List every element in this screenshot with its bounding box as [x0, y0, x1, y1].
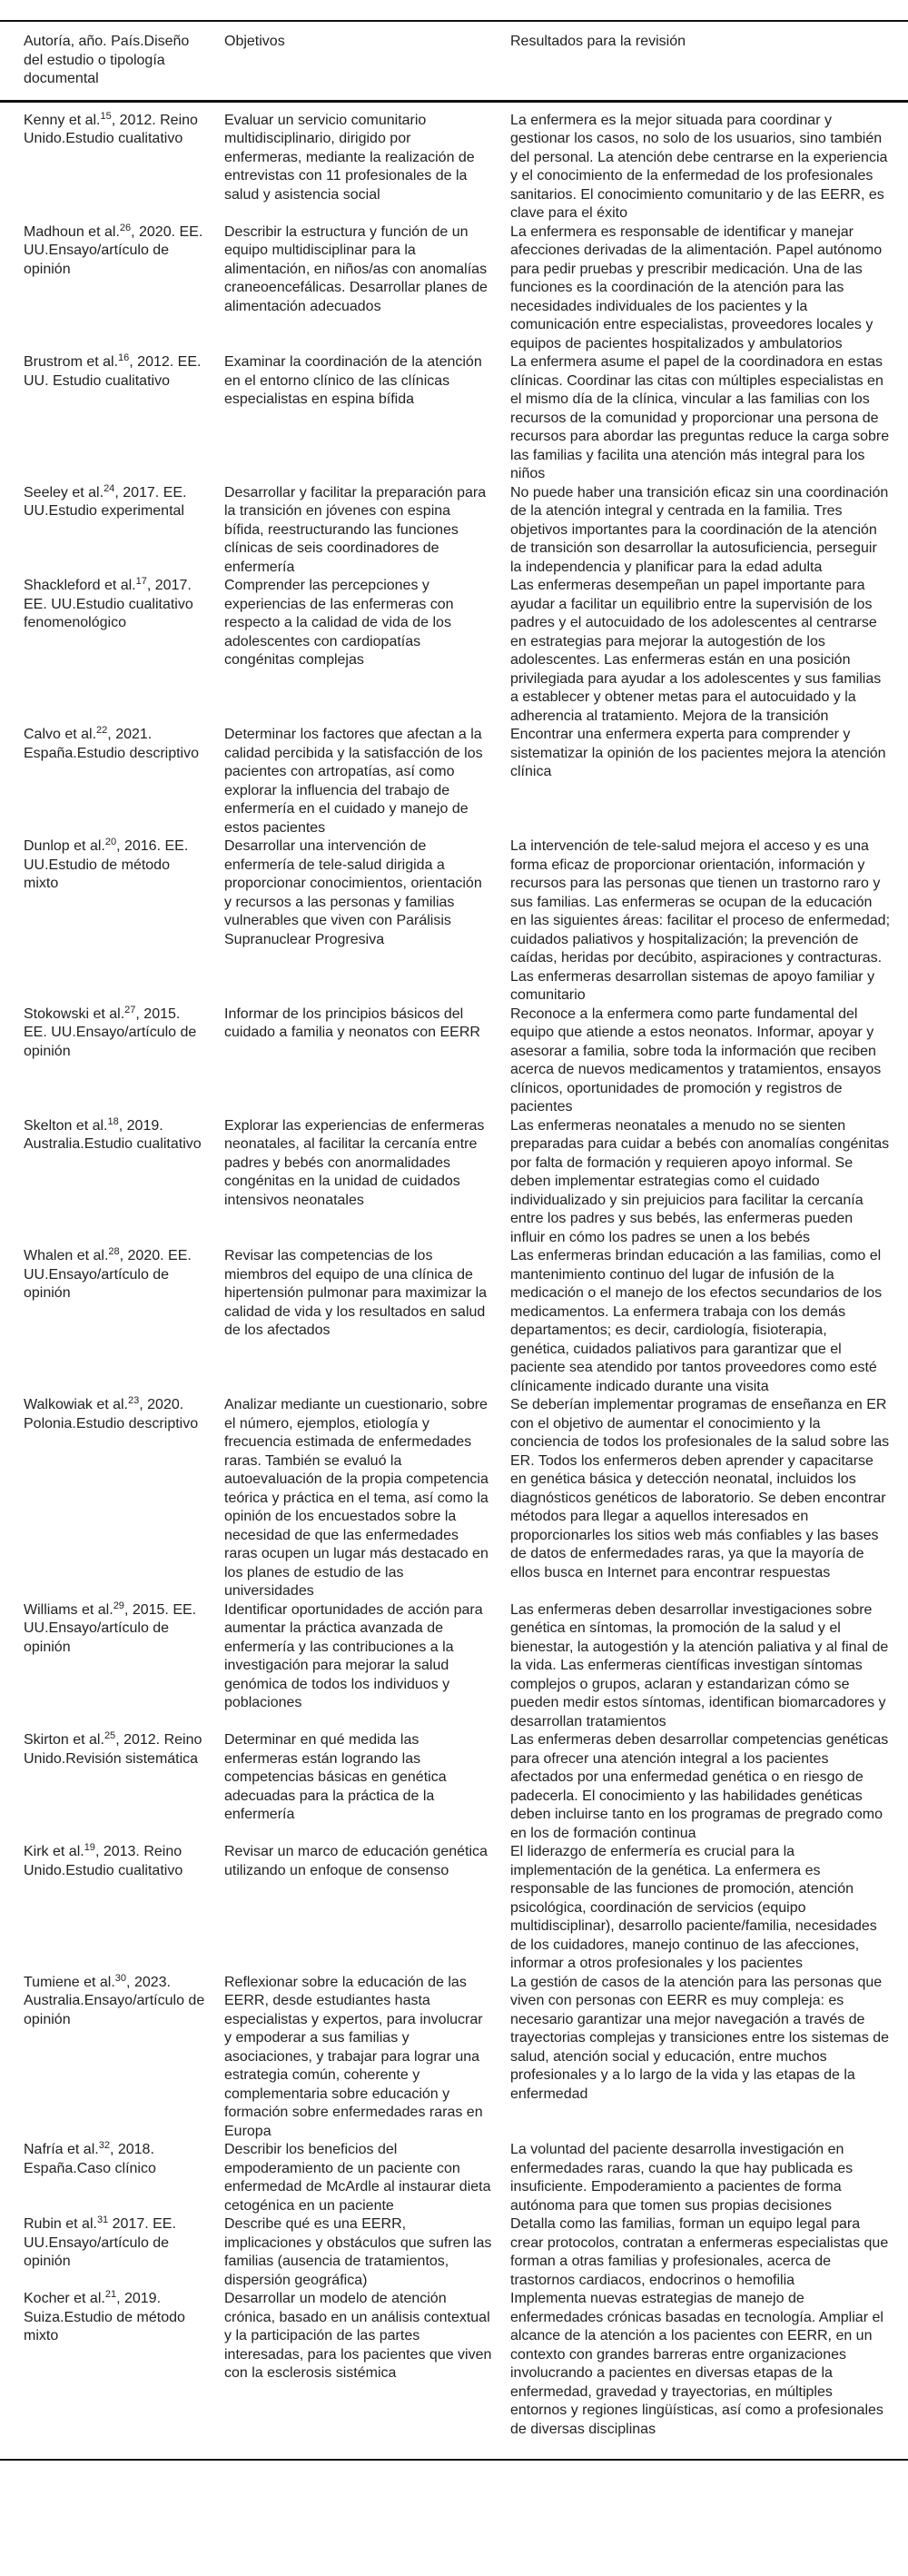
table-row	[0, 484, 908, 578]
author-citation	[24, 2215, 205, 2272]
study-details: , 2017. EE. UU.Estudio experimental	[24, 484, 187, 519]
studies-table	[0, 20, 908, 2461]
author-cell	[0, 1731, 224, 1843]
study-details: , 2015. EE. UU.Ensayo/artículo de opinión	[24, 1601, 197, 1655]
result-cell	[510, 353, 908, 484]
study-details: , 2017. EE. UU.Estudio cualitativo fenomenológico	[24, 578, 193, 630]
result-cell	[510, 577, 908, 726]
objective-cell	[224, 1117, 510, 1248]
author-citation	[24, 223, 205, 280]
author-name: Williams et al.	[24, 1601, 114, 1618]
result-text: La intervención de tele-salud mejora el acceso y es una forma eficaz de proporcionar orientación, información y recursos para las personas que tienen un trastorno raro y sus familias. Las enfermeras se ocupan de la educación en las siguientes áreas: facilitar el proceso de enfermedad; cuidados paliativos y hospitalización; la prevención de caídas, heridas por decúbito, aspiraciones y contracturas. Las enfermeras desarrollan sistemas de apoyo familiar y comunitario	[510, 838, 891, 1003]
table-row	[0, 1843, 908, 1974]
author-name: Walkowiak et al.	[24, 1397, 128, 1412]
objective-text: Reflexionar sobre la educación de las EERR, desde estudiantes hasta especialistas y expertos, para involucrar y empoderar a sus familias y asociaciones, y trabajar para lograr una estrategia común, coherente y complementaria sobre educación y formación sobre enfermedades raras en Europa	[224, 1974, 483, 2139]
author-cell	[0, 1601, 224, 1732]
result-cell	[510, 484, 908, 578]
study-details: , 2012. Reino Unido.Revisión sistemática	[24, 1732, 202, 1767]
author-cell	[0, 1247, 224, 1396]
author-name: Whalen et al.	[24, 1248, 109, 1263]
author-cell	[0, 2290, 224, 2460]
study-details: , 2013. Reino Unido.Estudio cualitativo	[24, 1844, 183, 1878]
table-row	[0, 2141, 908, 2215]
table-row	[0, 353, 908, 484]
result-cell	[510, 1117, 908, 1248]
objective-cell	[224, 353, 510, 484]
reference-number: 29	[113, 1600, 124, 1611]
author-citation	[24, 577, 205, 633]
table-row	[0, 101, 908, 223]
study-details: , 2019. Suiza.Estudio de método mixto	[24, 2291, 185, 2343]
author-name: Kocher et al.	[24, 2291, 105, 2306]
header-objectives-cell	[224, 21, 510, 101]
author-name: Skelton et al.	[24, 1117, 108, 1134]
author-cell	[0, 353, 224, 484]
objective-cell	[224, 2215, 510, 2290]
header-objectives: Objetivos	[224, 34, 285, 49]
result-text: El liderazgo de enfermería es crucial para la implementación de la genética. La enfermera es responsable de las funciones de promoción, atención psicológica, coordinación de servicios (equipo multidisciplinar), desarrollo paciente/familia, necesidades de los cuidadores, manejo continuo de las afecciones, informar a otros profesionales y los pacientes	[510, 1844, 877, 1971]
author-citation	[24, 112, 205, 149]
result-text: Se deberían implementar programas de enseñanza en ER con el objetivo de aumentar el conocimiento y la conciencia de todos los profesionales de la salud sobre las ER. Todos los enfermeros deben aprender y capacitarse en genética básica y detección neonatal, incluidos los diagnósticos genéticos de laboratorio. Se deben encontrar métodos para llegar a aquellos interesados en proporcionarles los sitios web más confiables y las bases de datos de enfermedades raras, ya que la mayoría de ellos busca en Internet para encontrar respuestas	[510, 1397, 890, 1580]
author-citation	[24, 1247, 205, 1303]
author-citation	[24, 1396, 205, 1433]
table-row	[0, 1601, 908, 1732]
reference-number: 22	[96, 725, 108, 736]
objective-text: Explorar las experiencias de enfermeras neonatales, al facilitar la cercanía entre padres y bebés con anormalidades congénitas en la unidad de cuidados intensivos neonatales	[224, 1117, 485, 1208]
author-cell	[0, 726, 224, 837]
author-name: Kirk et al.	[24, 1844, 84, 1859]
result-cell	[510, 223, 908, 354]
reference-number: 17	[135, 576, 147, 587]
objective-cell	[224, 2290, 510, 2460]
author-name: Nafría et al.	[24, 2142, 99, 2157]
author-cell	[0, 1117, 224, 1248]
objective-cell	[224, 101, 510, 223]
study-details: , 2021. España.Estudio descriptivo	[24, 727, 199, 761]
reference-number: 30	[114, 1972, 127, 1984]
author-name: Brustrom et al.	[24, 354, 119, 370]
result-text: La voluntad del paciente desarrolla investigación en enfermedades raras, cuando la que hay publicada es insuficiente. Empoderamiento a pacientes de forma autónoma para que tomen sus propias decisiones	[510, 2142, 854, 2214]
study-details: , 2012. EE. UU. Estudio cualitativo	[24, 354, 202, 389]
author-name: Rubin et al.	[24, 2216, 97, 2232]
result-cell	[510, 101, 908, 223]
author-cell	[0, 1396, 224, 1601]
objective-text: Desarrollar un modelo de atención crónica, basado en un análisis contextual y la participación de las partes interesadas, para los pacientes que viven con la esclerosis sistémica	[224, 2291, 492, 2381]
table-header	[0, 21, 908, 101]
objective-text: Determinar en qué medida las enfermeras están logrando las competencias básicas en genética adecuadas para la práctica de la enfermería	[224, 1732, 447, 1822]
author-cell	[0, 223, 224, 354]
author-name: Kenny et al.	[24, 112, 101, 128]
reference-number: 27	[124, 1004, 136, 1016]
result-cell	[510, 2141, 908, 2215]
author-name: Madhoun et al.	[24, 223, 120, 240]
reference-number: 32	[98, 2140, 110, 2151]
objective-text: Identificar oportunidades de acción para aumentar la práctica avanzada de enfermería y las contribuciones a la investigación para mejorar la salud genómica de todos los individuos y poblaciones	[224, 1601, 483, 1710]
author-cell	[0, 2141, 224, 2215]
reference-number: 24	[104, 482, 115, 494]
reference-number: 21	[104, 2289, 117, 2300]
objective-text: Describir la estructura y función de un equipo multidisciplinar para la alimentación, en niños/as con anomalías craneoencefálicas. Desarrollar planes de alimentación adecuados	[224, 223, 488, 314]
author-cell	[0, 484, 224, 578]
result-cell	[510, 1843, 908, 1974]
table-row	[0, 2215, 908, 2290]
result-text: La enfermera asume el papel de la coordinadora en estas clínicas. Coordinar las citas con múltiples especialistas en el mismo día de la clínica, vincular a las familias con los recursos de la comunidad y proporcionar una persona de recursos para abordar las preguntas reduce la carga sobre las familias y facilita una atención más integral para los niños	[510, 354, 890, 481]
author-citation	[24, 484, 205, 521]
reference-number: 26	[119, 222, 132, 233]
author-cell	[0, 577, 224, 726]
table-row	[0, 1974, 908, 2142]
result-text: La gestión de casos de la atención para las personas que viven con personas con EERR es muy compleja: es necesario garantizar una mejor navegación a través de trayectorias complejas y transiciones entre los sistemas de salud, atención social y educación, entre muchos profesionales y a lo largo de la vida y las etapas de la enfermedad	[510, 1974, 890, 2102]
objective-cell	[224, 1731, 510, 1843]
author-citation	[24, 2290, 205, 2346]
reference-number: 20	[104, 837, 117, 847]
objective-cell	[224, 1006, 510, 1117]
author-name: Tumiene et al.	[24, 1974, 115, 1990]
author-name: Shackleford et al.	[24, 578, 136, 593]
result-text: Las enfermeras brindan educación a las familias, como el mantenimiento continuo del lugar de infusión de la medicación o el manejo de los efectos secundarios de los medicamentos. La enfermera trabaja con los demás departamentos; es decir, cardiología, fisioterapia, genética, cuidados paliativos para garantizar que el paciente sea atendido por tantos proveedores como esté clínicamente indicado durante una visita	[510, 1248, 883, 1394]
result-cell	[510, 1731, 908, 1843]
author-citation	[24, 1843, 205, 1880]
table-row	[0, 1396, 908, 1601]
reference-number: 18	[107, 1115, 119, 1127]
author-name: Stokowski et al.	[24, 1006, 125, 1022]
objective-cell	[224, 484, 510, 578]
objective-text: Revisar un marco de educación genética utilizando un enfoque de consenso	[224, 1844, 488, 1878]
objective-text: Describe qué es una EERR, implicaciones y obstáculos que sufren las familias (ausencia de tratamientos, dispersión geográfica)	[224, 2216, 492, 2288]
reference-number: 19	[84, 1842, 95, 1853]
study-details: , 2020. EE. UU.Ensayo/artículo de opinión	[24, 1248, 192, 1301]
result-text: Las enfermeras deben desarrollar competencias genéticas para ofrecer una atención integral a los pacientes afectados por una enfermedad genética o en riesgo de padecerla. El conocimiento y las habilidades genéticas deben incluirse tanto en los programas de pregrado como en los de formación continua	[510, 1732, 889, 1841]
author-name: Seeley et al.	[24, 484, 104, 500]
author-citation	[24, 1601, 205, 1658]
author-citation	[24, 1117, 205, 1154]
objective-text: Desarrollar y facilitar la preparación para la transición en jóvenes con espina bífida, reestructurando las funciones clínicas de seis coordinadores de enfermería	[224, 484, 487, 575]
table-row	[0, 1117, 908, 1248]
author-cell	[0, 1006, 224, 1117]
study-details: , 2012. Reino Unido.Estudio cualitativo	[24, 112, 198, 146]
author-citation	[24, 2141, 205, 2178]
result-text: Las enfermeras neonatales a menudo no se sienten preparadas para cuidar a bebés con anomalías congénitas por falta de formación y requieren apoyo informal. Se deben implementar estrategias como el cuidado individualizado y sin prejuicios para facilitar la cercanía entre los padres y sus bebés, las enfermeras pueden influir en cómo los padres se unen a los bebés	[510, 1117, 890, 1245]
author-citation	[24, 353, 205, 391]
result-text: La enfermera es responsable de identificar y manejar afecciones derivadas de la alimentación. Papel autónomo para pedir pruebas y prescribir medicación. Una de las funciones es la coordinación de la atención para las necesidades individuales de los pacientes y la comunicación entre especialistas, proveedores locales y equipos de pacientes hospitalizados y ambulatorios	[510, 223, 883, 352]
reference-number: 28	[108, 1246, 120, 1257]
result-cell	[510, 2290, 908, 2460]
objective-text: Describir los beneficios del empoderamiento de un paciente con enfermedad de McArdle al instaurar dieta cetogénica en un paciente	[224, 2142, 491, 2214]
result-cell	[510, 1396, 908, 1601]
header-author: Autoría, año. País.Diseño del estudio o tipología documental	[24, 34, 190, 86]
study-details: 2017. EE. UU.Ensayo/artículo de opinión	[24, 2216, 176, 2269]
objective-text: Analizar mediante un cuestionario, sobre el número, ejemplos, etiología y frecuencia estimada de enfermedades raras. También se evaluó la autoevaluación de la propia competencia teórica y práctica en el tema, así como la opinión de los encuestados sobre la necesidad de que las enfermedades raras ocupen un lugar más destacado en los planes de estudio de las universidades	[224, 1397, 489, 1599]
result-cell	[510, 726, 908, 837]
author-citation	[24, 1731, 205, 1769]
table-row	[0, 1006, 908, 1117]
result-text: Implementa nuevas estrategias de manejo de enfermedades crónicas basadas en tecnología. Ampliar el alcance de la atención a los pacientes con EERR, en un contexto con grandes barreras entre organizaciones involucrando a pacientes en diversas etapas de la enfermedad, gravedad y trayectorias, en múltiples entornos y regiones lingüísticas, así como a profesionales de diversas disciplinas	[510, 2291, 883, 2437]
author-citation	[24, 837, 205, 894]
objective-cell	[224, 1974, 510, 2142]
reference-number: 15	[100, 110, 112, 122]
author-name: Skirton et al.	[24, 1732, 104, 1748]
table-row	[0, 726, 908, 837]
reference-number: 25	[104, 1730, 116, 1741]
table-row	[0, 223, 908, 354]
author-cell	[0, 2215, 224, 2290]
header-results-cell	[510, 21, 908, 101]
result-cell	[510, 1601, 908, 1732]
result-cell	[510, 2215, 908, 2290]
result-cell	[510, 1247, 908, 1396]
result-text: Detalla como las familias, forman un equipo legal para crear protocolos, contratan a enfermeras especialistas que forman a otras familias y profesionales, acerca de trastornos cardiacos, endocrinos o hemofilia	[510, 2216, 889, 2288]
result-text: Las enfermeras deben desarrollar investigaciones sobre genética en síntomas, la promoción de la salud y el bienestar, la autogestión y la atención paliativa y al final de la vida. Las enfermeras científicas investigan síntomas complejos o grupos, aclaran y estandarizan cómo se pueden medir estos síntomas, identifican biomarcadores y desarrollan tratamientos	[510, 1601, 889, 1729]
reference-number: 23	[128, 1395, 140, 1406]
header-author-cell	[0, 21, 224, 101]
study-details: , 2020. Polonia.Estudio descriptivo	[24, 1397, 199, 1432]
author-cell	[0, 1974, 224, 2142]
study-details: , 2015. EE. UU.Ensayo/artículo de opinión	[24, 1006, 197, 1059]
objective-text: Informar de los principios básicos del cuidado a familia y neonatos con EERR	[224, 1006, 480, 1040]
author-citation	[24, 1974, 205, 2030]
objective-cell	[224, 223, 510, 354]
objective-cell	[224, 1396, 510, 1601]
objective-text: Revisar las competencias de los miembros del equipo de una clínica de hipertensión pulmonar para maximizar la calidad de vida y los resultados en salud de los afectados	[224, 1248, 488, 1338]
study-details: , 2023. Australia.Ensayo/artículo de opinión	[24, 1974, 205, 2027]
objective-cell	[224, 1843, 510, 1974]
objective-cell	[224, 577, 510, 726]
study-details: , 2020. EE. UU.Ensayo/artículo de opinión	[24, 223, 203, 277]
reference-number: 16	[118, 352, 130, 363]
author-name: Dunlop et al.	[24, 838, 105, 854]
objective-text: Desarrollar una intervención de enfermería de tele-salud dirigida a proporcionar conocimientos, orientación y recursos a las personas y familias vulnerables que viven con Parálisis Supranuclear Progresiva	[224, 838, 482, 947]
table-row	[0, 1247, 908, 1396]
study-details: , 2016. EE. UU.Estudio de método mixto	[24, 838, 189, 891]
table-row	[0, 1731, 908, 1843]
objective-cell	[224, 1247, 510, 1396]
author-citation	[24, 726, 205, 763]
table-row	[0, 837, 908, 1006]
objective-cell	[224, 2141, 510, 2215]
header-results: Resultados para la revisión	[510, 34, 686, 49]
author-cell	[0, 1843, 224, 1974]
result-cell	[510, 837, 908, 1006]
author-name: Calvo et al.	[24, 727, 97, 742]
objective-text: Examinar la coordinación de la atención en el entorno clínico de las clínicas especialistas en espina bífida	[224, 354, 482, 407]
result-text: Reconoce a la enfermera como parte fundamental del equipo que atiende a estos neonatos. Informar, apoyar y asesorar a familia, sobre toda la información que reciben acerca de nuevos medicamentos y tratamientos, ensayos clínicos, oportunidades de promoción y registros de pacientes	[510, 1006, 882, 1115]
objective-text: Evaluar un servicio comunitario multidisciplinario, dirigido por enfermeras, mediante la realización de entrevistas con 11 profesionales de la salud y asistencia social	[224, 112, 475, 203]
reference-number: 31	[96, 2214, 109, 2225]
result-cell	[510, 1974, 908, 2142]
result-text: No puede haber una transición eficaz sin una coordinación de la atención integral y centrada en la familia. Tres objetivos importantes para la coordinación de la atención de transición son desarrollar la autosuficiencia, perseguir la independencia y planificar para la edad adulta	[510, 484, 889, 575]
result-cell	[510, 1006, 908, 1117]
objective-cell	[224, 726, 510, 837]
result-text: Encontrar una enfermera experta para comprender y sistematizar la opinión de los pacientes mejora la atención clínica	[510, 727, 886, 779]
author-cell	[0, 101, 224, 223]
author-citation	[24, 1006, 205, 1062]
header-row	[0, 21, 908, 101]
result-text: La enfermera es la mejor situada para coordinar y gestionar los casos, no solo de los usuarios, sino también del personal. La atención debe centrarse en la experiencia y el conocimiento de la enfermedad de los profesionales sanitarios. El conocimiento comunitario y de las EERR, es clave para el éxito	[510, 112, 888, 221]
objective-cell	[224, 1601, 510, 1732]
objective-text: Comprender las percepciones y experiencias de las enfermeras con respecto a la calidad de vida de los adolescentes con cardiopatías congénitas complejas	[224, 578, 454, 668]
objective-text: Determinar los factores que afectan a la calidad percibida y la satisfacción de los pacientes con artropatías, así como explorar la influencia del trabajo de enfermería en el cuidado y manejo de estos pacientes	[224, 727, 483, 836]
table-row	[0, 577, 908, 726]
table-body	[0, 101, 908, 2460]
table-row	[0, 2290, 908, 2460]
study-details: , 2019. Australia.Estudio cualitativo	[24, 1117, 202, 1152]
author-cell	[0, 837, 224, 1006]
study-details: , 2018. España.Caso clínico	[24, 2142, 156, 2176]
objective-cell	[224, 837, 510, 1006]
result-text: Las enfermeras desempeñan un papel importante para ayudar a facilitar un equilibrio entre la supervisión de los padres y el autocuidado de los adolescentes al centrarse en estrategias para mejorar la autogestión de los adolescentes. Las enfermeras están en una posición privilegiada para ayudar a los adolescentes y sus familias a establecer y obtener metas para el autocuidado y la adherencia al tratamiento. Mejora de la transición	[510, 578, 882, 724]
